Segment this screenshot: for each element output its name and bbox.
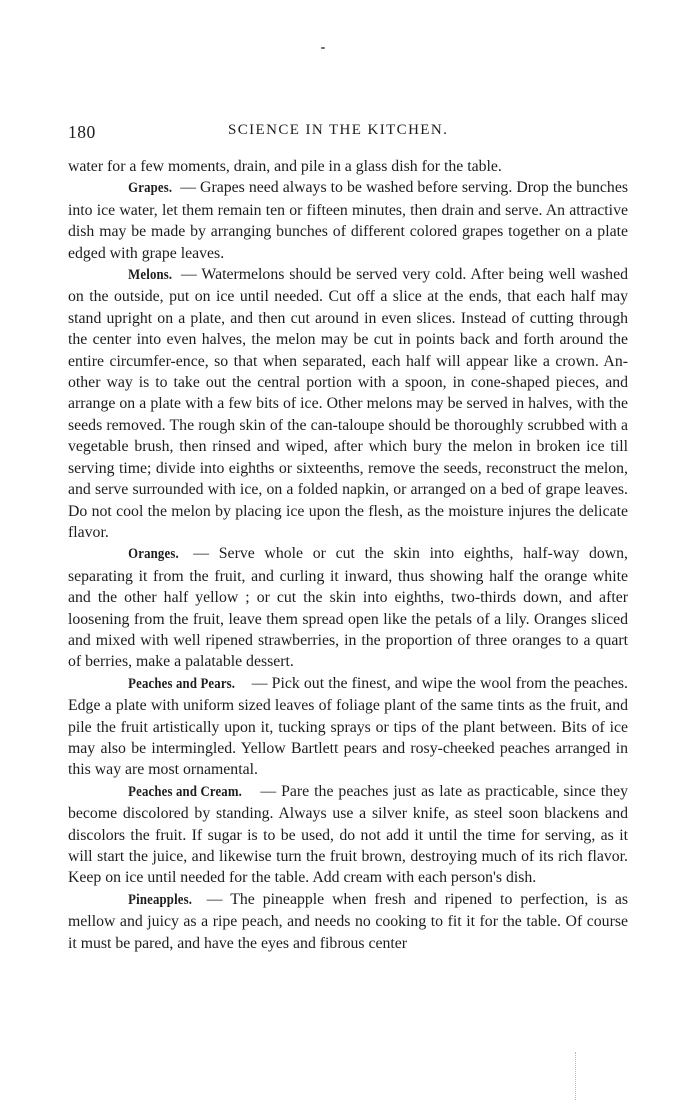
entry-heading: Peaches and Pears. xyxy=(128,675,236,692)
entry-text: — Pare the peaches just as late as practicable, since they become discolored by standing. Always use a silver knife, as steel soon blackens and discolors the fruit. If sugar is to be used, do not add it until the time for serving, as it will start the juice, and likewise turn the fruit brown, destroying much of its rich flavor. Keep on ice until needed for the table. Add cream with each person's dish. xyxy=(68,782,628,887)
body-text xyxy=(68,156,628,954)
entry-heading: Melons. xyxy=(128,267,173,284)
entry-grapes xyxy=(68,177,628,264)
entry-text: — Watermelons should be served very cold. After being well washed on the outside, put on ice until needed. Cut off a slice at the ends, that each half may stand upright on a plate, and then cut around in even slices. Instead of cutting through the center into even halves, the melon may be cut in points back and forth around the entire circumfer-ence, so that when separated, each half will appear like a crown. An-other way is to take out the central portion with a spoon, in cone-shaped pieces, and arrange on a plate with a few bits of ice. Other melons may be served in halves, with the seeds removed. The rough skin of the can-taloupe should be thoroughly scrubbed with a vegetable brush, then rinsed and wiped, after which bury the melon in broken ice till serving time; divide into eighths or sixteenths, remove the seeds, reconstruct the melon, and serve surrounded with ice, on a folded napkin, or arranged on a bed of grape leaves. Do not cool the melon by placing ice upon the flesh, as the moisture injures the delicate flavor. xyxy=(68,266,628,541)
entry-melons xyxy=(68,264,628,543)
scan-artifact-line xyxy=(575,1052,578,1100)
entry-oranges xyxy=(68,543,628,672)
continued-paragraph xyxy=(68,156,628,177)
entry-peaches-and-cream xyxy=(68,781,628,889)
entry-peaches-and-pears xyxy=(68,673,628,781)
entry-heading: Grapes. xyxy=(128,180,173,197)
page-number: 180 xyxy=(68,122,96,142)
entry-heading: Peaches and Cream. xyxy=(128,783,243,800)
running-head xyxy=(68,120,628,144)
entry-text: — Pick out the finest, and wipe the wool from the peaches. Edge a plate with uniform sized leaves of foliage plant of the same tints as the fruit, and pile the fruit artistically upon it, tucking sprays or tips of the plant between. Bits of ice may also be intermingled. Yellow Bartlett pears and rosy-cheeked peaches arranged in this way are most ornamental. xyxy=(68,674,628,779)
entry-pineapples xyxy=(68,889,628,954)
book-title: SCIENCE IN THE KITCHEN. xyxy=(228,122,449,138)
paragraph-text: water for a few moments, drain, and pile in a glass dish for the table. xyxy=(68,158,502,175)
entry-heading: Pineapples. xyxy=(128,891,193,908)
entry-heading: Oranges. xyxy=(128,546,179,563)
entry-text: — Serve whole or cut the skin into eighths, half-way down, separating it from the fruit, and curling it inward, thus showing half the orange white and the other half yellow ; or cut the skin into eighths, two-thirds down, and after loosening from the fruit, leave them spread open like the petals of a lily. Oranges sliced and mixed with well ripened strawberries, in the proportion of three oranges to a quart of berries, make a palatable dessert. xyxy=(68,545,628,671)
entry-text: — The pineapple when fresh and ripened to perfection, is as mellow and juicy as a ripe peach, and needs no cooking to fit it for the table. Of course it must be pared, and have the eyes and fibrous center xyxy=(68,890,628,952)
print-speck xyxy=(321,47,325,49)
entry-text: — Grapes need always to be washed before serving. Drop the bunches into ice water, let them remain ten or fifteen minutes, then drain and serve. An attractive dish may be made by arranging bunches of different colored grapes together on a plate edged with grape leaves. xyxy=(68,179,628,262)
